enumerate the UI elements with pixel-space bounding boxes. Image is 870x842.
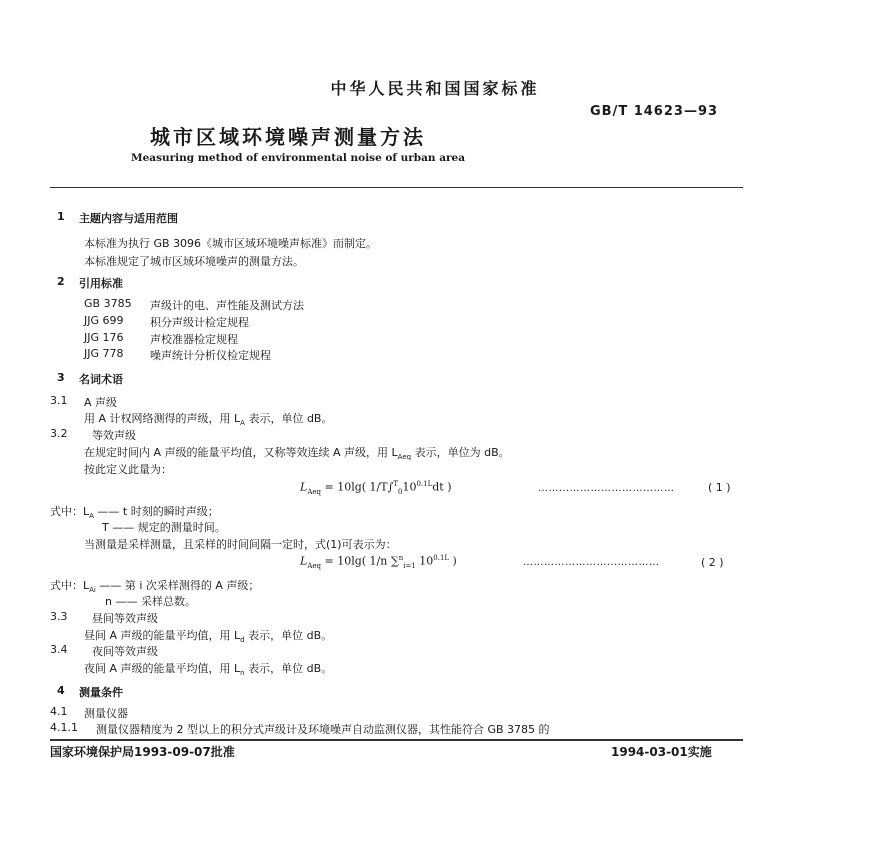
- equation-2-where-a: 式中：$L_{Ai}$ —— 第 i 次采样测得的 A 声级；: [50, 579, 260, 595]
- equation-1-leader: …………………………………: [538, 483, 675, 494]
- standard-code: GB/T 14623—93: [590, 104, 719, 119]
- clause-3-4-number: 3.4: [50, 643, 68, 656]
- section-1-paragraph-2: 本标准规定了城市区域环境噪声的测量方法。: [84, 255, 304, 268]
- equation-1: $L_{Aeq} = 10\lg$( $1/T\int^T_010^{0.1L}dt$ ): [300, 480, 452, 496]
- equation-1-number: ( 1 ): [708, 481, 731, 494]
- reference-name: 声级计的电、声性能及测试方法: [150, 299, 304, 312]
- national-standard-heading: 中华人民共和国国家标准: [330, 79, 540, 98]
- clause-3-1-title: A 声级: [84, 396, 118, 409]
- clause-4-1-title: 测量仪器: [84, 707, 128, 720]
- clause-3-3-title: 昼间等效声级: [92, 612, 158, 625]
- section-2-number: 2: [57, 275, 65, 288]
- clause-3-2-definition: 按此定义此量为：: [84, 463, 172, 476]
- equation-2-leader: …………………………………: [523, 557, 660, 568]
- clause-3-3-number: 3.3: [50, 610, 68, 623]
- equation-1-where-a: 式中：$L_A$ —— t 时刻的瞬时声级；: [50, 505, 219, 521]
- section-3-title: 名词术语: [79, 373, 123, 386]
- clause-3-2-title: 等效声级: [92, 429, 136, 442]
- clause-3-1-number: 3.1: [50, 394, 68, 407]
- equation-2-number: ( 2 ): [701, 556, 724, 569]
- clause-4-1-1-text: 测量仪器精度为 2 型以上的积分式声级计及环境噪声自动监测仪器，其性能符合 GB 3785 的: [96, 723, 550, 736]
- clause-4-1-1-number: 4.1.1: [50, 721, 78, 734]
- sampling-text: 当测量是采样测量，且采样的时间间隔一定时，式(1)可表示为：: [84, 538, 397, 551]
- top-rule: [50, 187, 743, 188]
- section-4-title: 测量条件: [79, 686, 123, 699]
- section-1-paragraph-1: 本标准为执行 GB 3096《城市区域环境噪声标准》而制定。: [84, 237, 378, 250]
- reference-code: JJG 778: [84, 347, 124, 360]
- equation-1-where-b: T —— 规定的测量时间。: [102, 521, 226, 534]
- reference-name: 积分声级计检定规程: [150, 316, 249, 329]
- reference-code: JJG 699: [84, 314, 124, 327]
- clause-4-1-number: 4.1: [50, 705, 68, 718]
- clause-3-2-number: 3.2: [50, 427, 68, 440]
- clause-3-4-text: 夜间 A 声级的能量平均值，用 $L_n$ 表示，单位 dB。: [84, 662, 333, 678]
- footer-rule: [50, 739, 743, 741]
- title-english: Measuring method of environmental noise of urban area: [131, 152, 466, 164]
- section-2-title: 引用标准: [79, 277, 123, 290]
- equation-2: $L_{Aeq} = 10\lg$( 1/n ∑$^n_{i=1}$ $10^{0.1L}$ ): [300, 554, 457, 570]
- title-chinese: 城市区域环境噪声测量方法: [150, 125, 426, 149]
- clause-3-2-text: 在规定时间内 A 声级的能量平均值，又称等效连续 A 声级，用 $L_{Aeq}$ 表示，单位为 dB。: [84, 446, 510, 462]
- clause-3-4-title: 夜间等效声级: [92, 645, 158, 658]
- section-4-number: 4: [57, 684, 65, 697]
- section-1-number: 1: [57, 210, 65, 223]
- effective-date: 1994-03-01实施: [611, 745, 712, 759]
- reference-code: JJG 176: [84, 331, 124, 344]
- section-1-title: 主题内容与适用范围: [79, 212, 178, 225]
- clause-3-1-text: 用 A 计权网络测得的声级，用 $L_A$ 表示，单位 dB。: [84, 412, 333, 428]
- reference-name: 声校准器检定规程: [150, 333, 238, 346]
- equation-2-where-b: n —— 采样总数。: [105, 595, 196, 608]
- approval-date: 国家环境保护局1993-09-07批准: [50, 745, 235, 759]
- clause-3-3-text: 昼间 A 声级的能量平均值，用 $L_d$ 表示，单位 dB。: [84, 629, 333, 645]
- section-3-number: 3: [57, 371, 65, 384]
- reference-name: 噪声统计分析仪检定规程: [150, 349, 271, 362]
- reference-code: GB 3785: [84, 297, 132, 310]
